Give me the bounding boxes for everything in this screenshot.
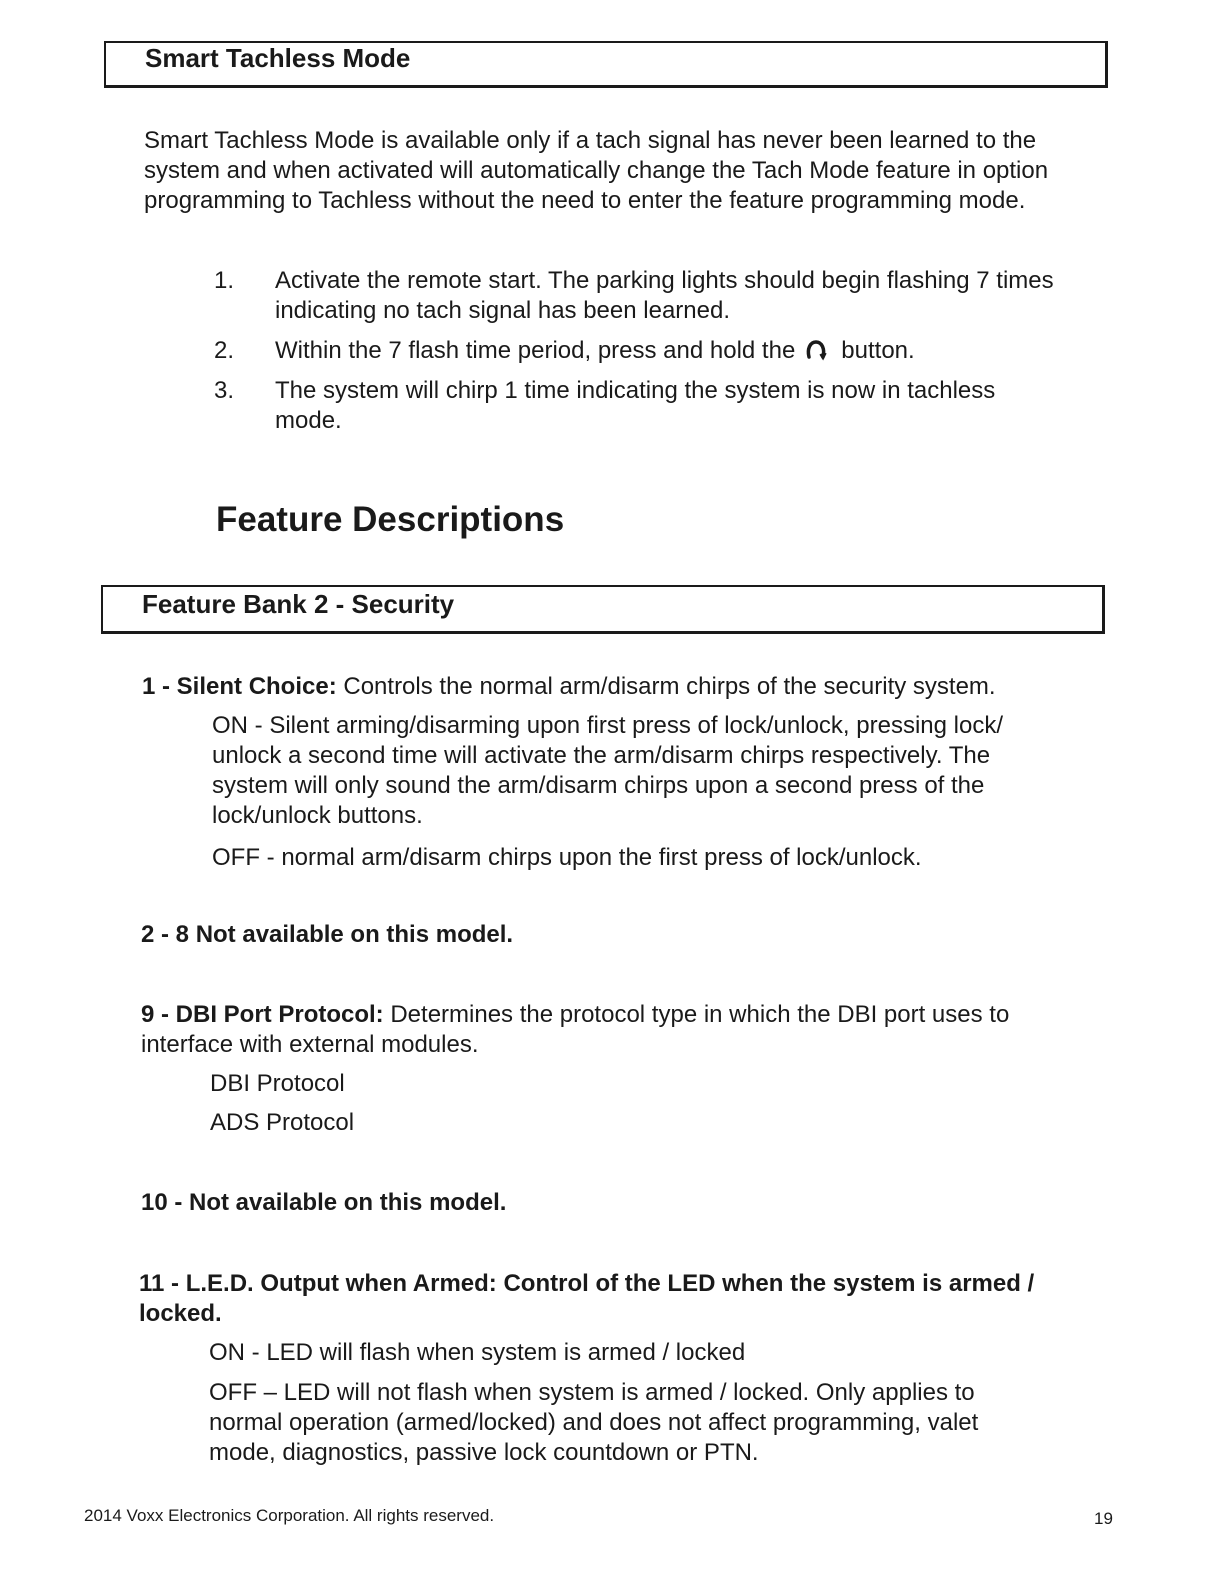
feature-descriptions-heading: Feature Descriptions bbox=[216, 500, 565, 539]
feature-label: 9 - DBI Port Protocol: bbox=[141, 1001, 384, 1028]
step-text-before: Within the 7 flash time period, press and hold the bbox=[275, 337, 796, 364]
step-text: The system will chirp 1 time indicating the system is now in tachless mode. bbox=[275, 377, 996, 434]
feature-item: 10 - Not available on this model. bbox=[141, 1189, 507, 1216]
feature-item bbox=[141, 1000, 1081, 1060]
step-number: 1. bbox=[214, 267, 235, 294]
step-number: 3. bbox=[214, 377, 235, 404]
feature-option: ON - LED will flash when system is armed / locked bbox=[209, 1339, 746, 1366]
feature-desc: Determines the protocol type in which the DBI port uses to interface with external modules. bbox=[141, 1001, 1010, 1058]
remote-start-icon bbox=[805, 339, 827, 361]
section-title: Feature Bank 2 - Security bbox=[142, 589, 455, 619]
feature-desc: Controls the normal arm/disarm chirps of the security system. bbox=[336, 673, 996, 700]
intro-paragraph: Smart Tachless Mode is available only if a tach signal has never been learned to the system and when activated will automatically change the Tach Mode feature in option programming to Tachless without the need to enter the feature programming mode. bbox=[144, 127, 1049, 214]
step-number: 2. bbox=[214, 337, 235, 364]
step-text-after: button. bbox=[841, 337, 915, 364]
feature-option: OFF – LED will not flash when system is armed / locked. Only applies to normal operation (armed/locked) and does not affect programming, valet mode, diagnostics, passive lock countdown or PTN. bbox=[209, 1379, 979, 1466]
step-text bbox=[275, 336, 1065, 366]
footer-copyright: 2014 Voxx Electronics Corporation. All rights reserved. bbox=[84, 1506, 495, 1525]
feature-option: OFF - normal arm/disarm chirps upon the first press of lock/unlock. bbox=[212, 844, 922, 871]
step-text: Activate the remote start. The parking lights should begin flashing 7 times indicating no tach signal has been learned. bbox=[275, 267, 1054, 324]
feature-item: 11 - L.E.D. Output when Armed: Control of the LED when the system is armed / locked. bbox=[139, 1270, 1035, 1327]
feature-item: 2 - 8 Not available on this model. bbox=[141, 921, 514, 948]
feature-option: ADS Protocol bbox=[210, 1109, 355, 1136]
feature-label: 1 - Silent Choice: bbox=[142, 673, 337, 700]
page-number: 19 bbox=[1094, 1509, 1113, 1528]
feature-option: DBI Protocol bbox=[210, 1070, 345, 1097]
feature-item bbox=[142, 672, 1092, 702]
section-title: Smart Tachless Mode bbox=[145, 43, 411, 73]
feature-option: ON - Silent arming/disarming upon first press of lock/unlock, pressing lock/ unlock a second time will activate the arm/disarm chirps respectively. The system will only sound the arm/disarm chirps upon a second press of the lock/unlock buttons. bbox=[212, 712, 1003, 829]
